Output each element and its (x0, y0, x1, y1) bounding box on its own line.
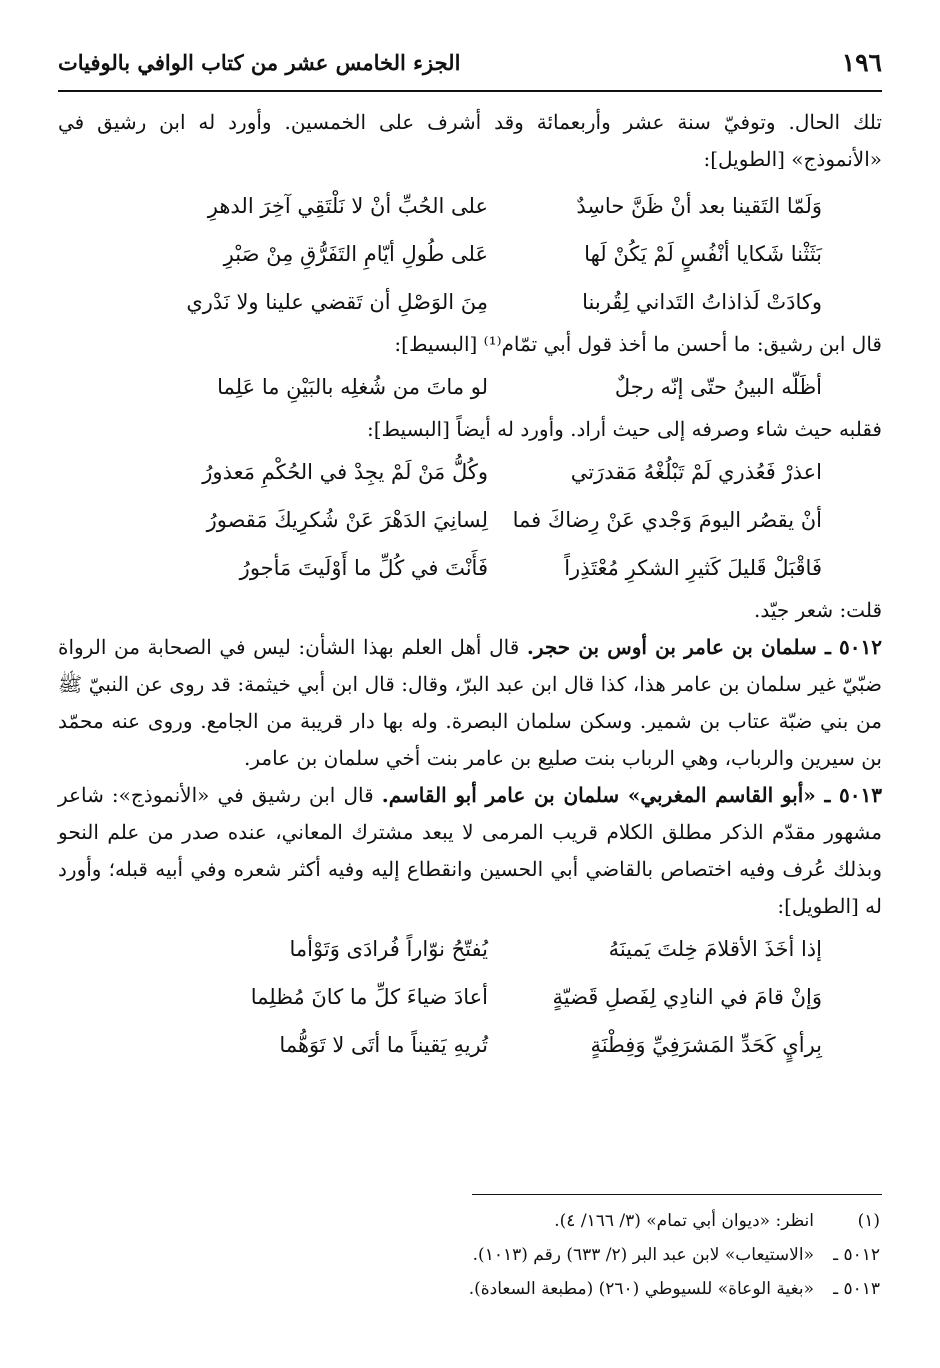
hemistich-second: أعادَ ضياءَ كلِّ ما كانَ مُظلِما (250, 985, 488, 1009)
entry-5013 (58, 777, 882, 925)
footnote-text: «الاستيعاب» لابن عبد البر (٢/ ٦٣٣) رقم (١٠١٣). (472, 1245, 814, 1265)
hemistich-first: فَاقْبَلْ قَليلَ كَثيرِ الشكرِ مُعْتَذِراً (564, 556, 822, 580)
entry-5012 (58, 629, 882, 777)
paragraph-1: تلك الحال. وتوفيّ سنة عشر وأربعمائة وقد أشرف على الخمسين. وأورد له ابن رشيق في «الأنموذج» [الطويل]: (58, 110, 882, 171)
paragraph-3: فقلبه حيث شاء وصرفه إلى حيث أراد. وأورد له أيضاً [البسيط]: (367, 417, 882, 441)
footnote (58, 1204, 880, 1238)
hemistich-second: وكُلُّ مَنْ لَمْ يجِدْ في الحُكْمِ مَعذورُ (202, 460, 488, 484)
hemistich-first: أظَلّه البينُ حتّى إنّه رجلٌ (614, 375, 822, 399)
footnote-text: «بغية الوعاة» للسيوطي (٢٦٠) (مطبعة السعادة). (468, 1279, 814, 1299)
verse (128, 230, 822, 278)
footnote-number: ٥٠١٣ ـ (833, 1279, 880, 1299)
hemistich-second: مِنَ الوَصْلِ أن تَقضي علينا ولا نَدْري (186, 290, 488, 314)
verse (128, 973, 822, 1021)
footnote-text: انظر: «ديوان أبي تمام» (٣/ ١٦٦/ ٤). (554, 1211, 814, 1231)
verse (128, 1021, 822, 1069)
paragraph-4: قلت: شعر جيّد. (754, 598, 882, 622)
footnote-number: (١) (857, 1211, 880, 1231)
hemistich-first: بَثَثْنا شَكايا أنْفُسٍ لَمْ يَكُنْ لَها (584, 242, 822, 266)
poem-4 (58, 925, 882, 1069)
header-rule (58, 90, 882, 92)
hemistich-second: عَلى طُولِ أيّامِ التَفَرُّقِ مِنْ صَبْرِ (223, 242, 488, 266)
hemistich-second: لو ماتَ من شُغلِه بالبَيْنِ ما عَلِما (217, 375, 488, 399)
entry-5012-heading: ٥٠١٢ ـ سلمان بن عامر بن أوس بن حجر. (526, 635, 882, 659)
footnote-rule (472, 1194, 882, 1195)
hemistich-second: تُريهِ يَقيناً ما أتَى لا تَوَهُّما (279, 1033, 488, 1057)
main-text (58, 104, 882, 1069)
verse (128, 363, 822, 411)
hemistich-first: وَإنْ قامَ في النادِي لِفَصلِ قَضيّةٍ (552, 985, 822, 1009)
hemistich-second: يُفتّحُ نوّاراً فُرادَى وَتَوْأما (289, 937, 488, 961)
poem-3 (58, 448, 882, 592)
footnotes (58, 1204, 880, 1306)
poem-1 (58, 182, 882, 326)
hemistich-first: وَلَمّا التَقينا بعد أنْ ظَنَّ حاسِدٌ (576, 194, 822, 218)
verse (128, 278, 822, 326)
page-header (58, 40, 882, 84)
hemistich-first: إذا أخَذَ الأقلامَ خِلتَ يَمينَهُ (608, 937, 822, 961)
footnote (58, 1272, 880, 1306)
entry-5013-heading: ٥٠١٣ ـ «أبو القاسم المغربي» سلمان بن عامر أبو القاسم. (381, 783, 883, 807)
hemistich-second: لِسانِيَ الدَهْرَ عَنْ شُكرِيكَ مَقصورُ (206, 508, 488, 532)
entry-5012-text: قال أهل العلم بهذا الشأن: ليس في الصحابة من الرواة ضبّيّ غير سلمان بن عامر هذا، كذا قال ابن عبد البرّ، وقال: قال ابن أبي خيثمة: قد روى عن النبيّ ﷺ من بني ضبّة عتاب بن شمير. وسكن سلمان البصرة. وله بها دار قريبة من الجامع. وروى عنه محمّد بن سيرين والرباب، وهي الرباب بنت صليع بن عامر بنت أخي سلمان بن عامر. (58, 635, 882, 770)
hemistich-first: وكادَتْ لَذاذاتُ التَداني لِقُربنا (582, 290, 822, 314)
verse (128, 182, 822, 230)
running-title: الجزء الخامس عشر من كتاب الوافي بالوفيات (58, 49, 461, 75)
hemistich-first: أنْ يقصُر اليومَ وَجْدي عَنْ رِضاكَ فما (512, 508, 822, 532)
footnote (58, 1238, 880, 1272)
page-number: ١٩٦ (841, 47, 882, 77)
hemistich-second: فَأَنْتَ في كُلِّ ما أَوْلَيتَ مَأجورُ (239, 556, 488, 580)
poem-2 (58, 363, 882, 411)
paragraph-2: قال ابن رشيق: ما أحسن ما أخذ قول أبي تمّام⁽¹⁾ [البسيط]: (394, 332, 882, 356)
entry-5013-text: قال ابن رشيق في «الأنموذج»: شاعر مشهور مقدّم الذكر مطلق الكلام قريب المرمى لا يبعد مشترك المعاني، عنده صدر من علم النحو وبذلك عُرف وفيه اختصاص بالقاضي أبي الحسين وانقطاع إليه وفيه أكثر شعره وفي أبيه قبله؛ وأورد له [الطويل]: (58, 783, 882, 918)
hemistich-second: على الحُبِّ أنْ لا نَلْتَقِي آخِرَ الدهرِ (207, 194, 488, 218)
footnote-number: ٥٠١٢ ـ (833, 1245, 880, 1265)
hemistich-first: اعذرْ فَعُذري لَمْ تَبْلُغْهُ مَقدرَتي (570, 460, 822, 484)
verse (128, 448, 822, 496)
verse (128, 544, 822, 592)
verse (128, 925, 822, 973)
hemistich-first: بِرأيٍ كَحَدِّ المَشرَفِيِّ وَفِطْنَةٍ (590, 1033, 822, 1057)
verse (128, 496, 822, 544)
